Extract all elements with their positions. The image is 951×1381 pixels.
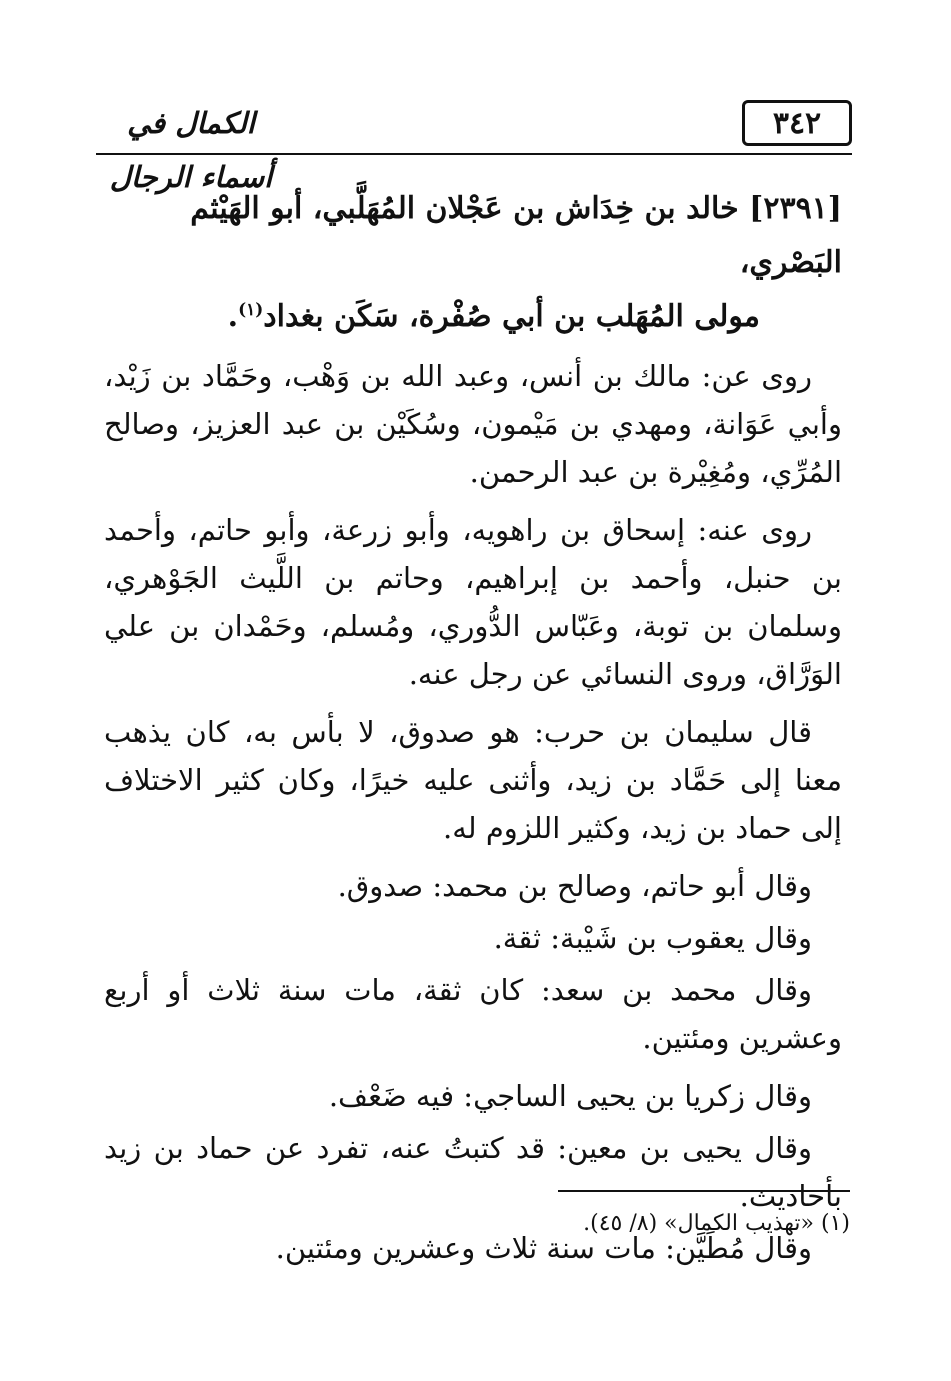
entry-heading (104, 182, 842, 344)
footnote-ref[interactable]: (١) (238, 300, 264, 320)
entry-title-line1: خالد بن خِدَاش بن عَجْلان المُهَلَّبي، أبو الهَيْثم البَصْري، (190, 191, 842, 280)
entry-title-end: . (227, 299, 239, 334)
main-text (104, 182, 842, 1276)
paragraph-narrated-from: روى عن: مالك بن أنس، وعبد الله بن وَهْب، وحَمَّاد بن زَيْد، وأبي عَوَانة، ومهدي بن مَيْمون، وسُكَيْن بن عبد العزيز، وصالح المُرِّي، ومُغِيْرة بن عبد الرحمن. (104, 359, 842, 489)
page-header (96, 92, 852, 194)
paragraph-yaqub: وقال يعقوب بن شَيْبة: ثقة. (493, 921, 812, 955)
footnote-text: «تهذيب الكمال» (٨/ ٤٥). (583, 1211, 814, 1236)
paragraph-mutayyan: وقال مُطَيَّن: مات سنة ثلاث وعشرين ومئتين. (275, 1231, 812, 1265)
paragraph-sulayman-quote: قال سليمان بن حرب: هو صدوق، لا بأس به، كان يذهب معنا إلى حَمَّاد بن زيد، وأثنى عليه خيرًا، وكان كثير الاختلاف إلى حماد بن زيد، وكثير اللزوم له. (104, 715, 842, 845)
paragraph-saji: وقال زكريا بن يحيى الساجي: فيه ضَعْف. (328, 1079, 812, 1113)
footnote-marker: (١) (820, 1211, 850, 1236)
footnote (520, 1208, 850, 1240)
page-number: ٣٤٢ (742, 100, 852, 146)
header-rule (96, 153, 852, 155)
running-title: الكمال في أسماء الرجال (109, 106, 273, 194)
entry-title-line2-wrap (104, 290, 842, 344)
paragraph-ibn-sad: وقال محمد بن سعد: كان ثقة، مات سنة ثلاث أو أربع وعشرين ومئتين. (104, 973, 842, 1055)
paragraph-narrated-by: روى عنه: إسحاق بن راهويه، وأبو زرعة، وأبو حاتم، وأحمد بن حنبل، وأحمد بن إبراهيم، وحاتم بن اللَّيث الجَوْهري، وسلمان بن توبة، وعَبّاس الدُّوري، ومُسلم، وحَمْدان بن علي الوَرَّاق، وروى النسائي عن رجل عنه. (104, 513, 842, 691)
paragraph-ibn-main: وقال يحيى بن معين: قد كتبتُ عنه، تفرد عن حماد بن زيد بأحاديث. (104, 1131, 842, 1213)
entry-title-line2: مولى المُهَلب بن أبي صُفْرة، سَكَن بغداد (263, 299, 760, 334)
footnote-rule (558, 1190, 850, 1192)
paragraph-abu-hatim: وقال أبو حاتم، وصالح بن محمد: صدوق. (337, 869, 812, 903)
entry-number: [٢٣٩١] (749, 191, 842, 226)
